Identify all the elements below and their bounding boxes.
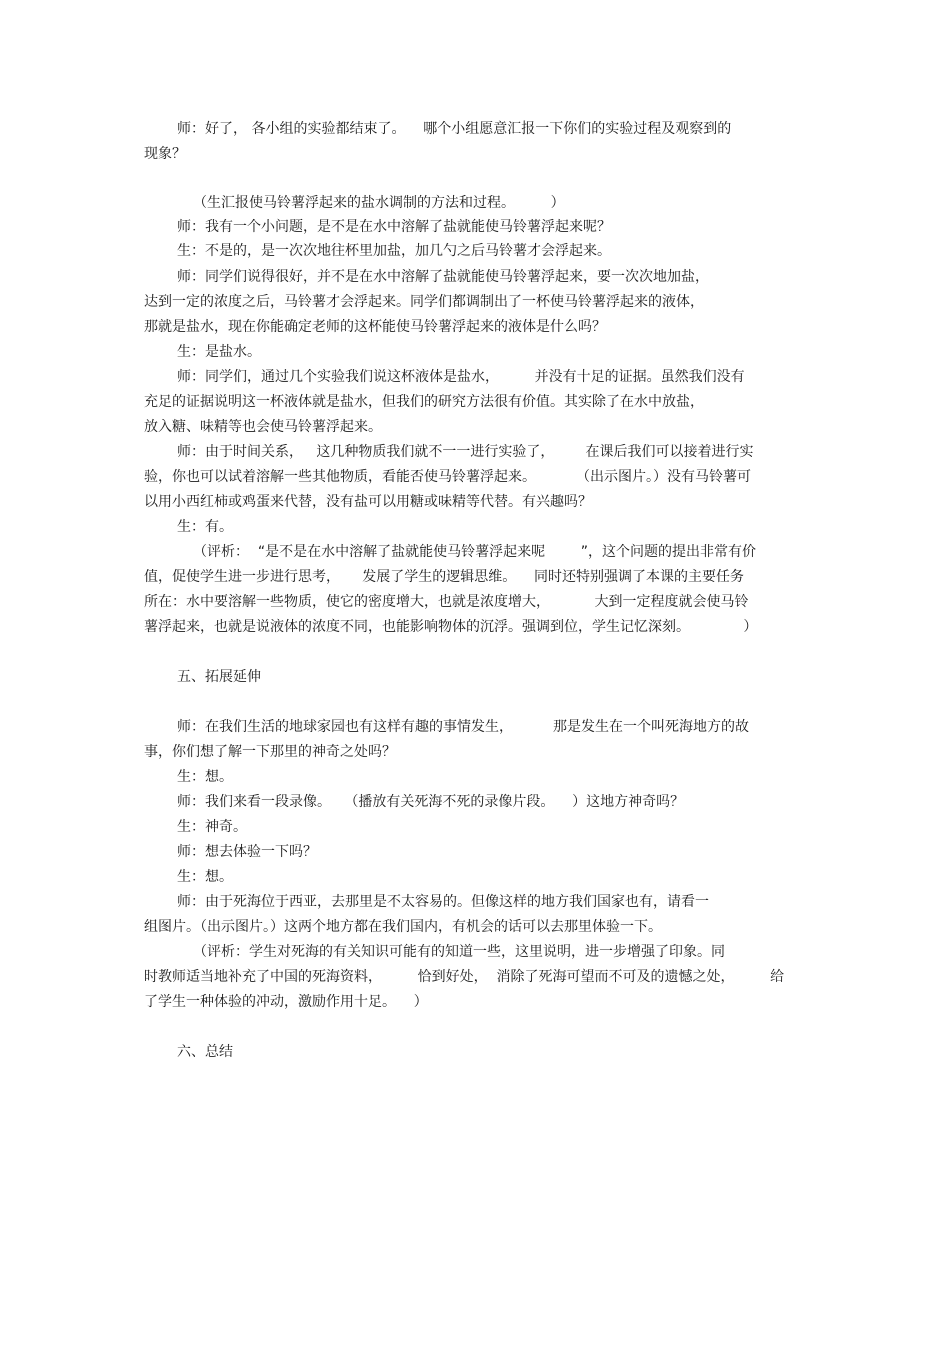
paragraph-line: 所在：水中要溶解一些物质，使它的密度增大，也就是浓度增大， 大到一定程度就会使马铃	[144, 594, 749, 610]
paragraph-line: 师：想去体验一下吗？	[177, 844, 317, 860]
paragraph-line: 师：在我们生活的地球家园也有这样有趣的事情发生， 那是发生在一个叫死海地方的故	[177, 719, 750, 735]
paragraph-line: 事，你们想了解一下那里的神奇之处吗？	[144, 744, 396, 760]
paragraph-line: 达到一定的浓度之后，马铃薯才会浮起来。同学们都调制出了一杯使马铃薯浮起来的液体，	[144, 294, 704, 310]
paragraph-line: 生：是盐水。	[177, 344, 261, 360]
paragraph-line: （生汇报使马铃薯浮起来的盐水调制的方法和过程。 ）	[193, 195, 565, 211]
paragraph-line: 组图片。（出示图片。）这两个地方都在我们国内，有机会的话可以去那里体验一下。	[144, 919, 662, 935]
paragraph-line: 值，促使学生进一步进行思考， 发展了学生的逻辑思维。 同时还特别强调了本课的主要任务	[144, 569, 745, 585]
paragraph-line: 师：好了， 各小组的实验都结束了。 哪个小组愿意汇报一下你们的实验过程及观察到的	[177, 121, 732, 137]
paragraph-line: 师：我有一个小问题，是不是在水中溶解了盐就能使马铃薯浮起来呢？	[177, 219, 611, 235]
paragraph-line: 放入糖、味精等也会使马铃薯浮起来。	[144, 419, 382, 435]
paragraph-line: 时教师适当地补充了中国的死海资料， 恰到好处， 消除了死海可望而不可及的遗憾之处， 给	[144, 969, 785, 985]
paragraph-line: 了学生一种体验的冲动，激励作用十足。 ）	[144, 994, 428, 1010]
paragraph-line: （评析：学生对死海的有关知识可能有的知道一些，这里说明，进一步增强了印象。同	[193, 944, 725, 960]
paragraph-line: 生：神奇。	[177, 819, 247, 835]
paragraph-line: 验，你也可以试着溶解一些其他物质，看能否使马铃薯浮起来。 （出示图片。）没有马铃薯可	[144, 469, 752, 485]
section-heading: 五、拓展延伸	[177, 669, 261, 685]
paragraph-line: 生：不是的，是一次次地往杯里加盐，加几勺之后马铃薯才会浮起来。	[177, 243, 611, 259]
paragraph-line: 生：想。	[177, 769, 233, 785]
paragraph-line: 以用小西红柿或鸡蛋来代替，没有盐可以用糖或味精等代替。有兴趣吗？	[144, 494, 592, 510]
paragraph-line: 师：由于死海位于西亚，去那里是不太容易的。但像这样的地方我们国家也有，请看一	[177, 894, 709, 910]
paragraph-line: 现象？	[144, 146, 186, 162]
paragraph-line: 师：由于时间关系， 这几种物质我们就不一一进行实验了， 在课后我们可以接着进行实	[177, 444, 754, 460]
paragraph-line: 薯浮起来，也就是说液体的浓度不同，也能影响物体的沉浮。强调到位，学生记忆深刻。 ）	[144, 619, 758, 635]
paragraph-line: 生：有。	[177, 519, 233, 535]
paragraph-line: 充足的证据说明这一杯液体就是盐水，但我们的研究方法很有价值。其实除了在水中放盐，	[144, 394, 704, 410]
section-heading: 六、总结	[177, 1044, 233, 1060]
paragraph-line: （评析： “是不是在水中溶解了盐就能使马铃薯浮起来呢 ”，这个问题的提出非常有价	[193, 544, 757, 560]
paragraph-line: 师：同学们说得很好，并不是在水中溶解了盐就能使马铃薯浮起来，要一次次地加盐，	[177, 269, 709, 285]
paragraph-line: 师：我们来看一段录像。 （播放有关死海不死的录像片段。 ）这地方神奇吗？	[177, 794, 685, 810]
paragraph-line: 师：同学们，通过几个实验我们说这杯液体是盐水， 并没有十足的证据。虽然我们没有	[177, 369, 745, 385]
paragraph-line: 生：想。	[177, 869, 233, 885]
paragraph-line: 那就是盐水，现在你能确定老师的这杯能使马铃薯浮起来的液体是什么吗？	[144, 319, 606, 335]
